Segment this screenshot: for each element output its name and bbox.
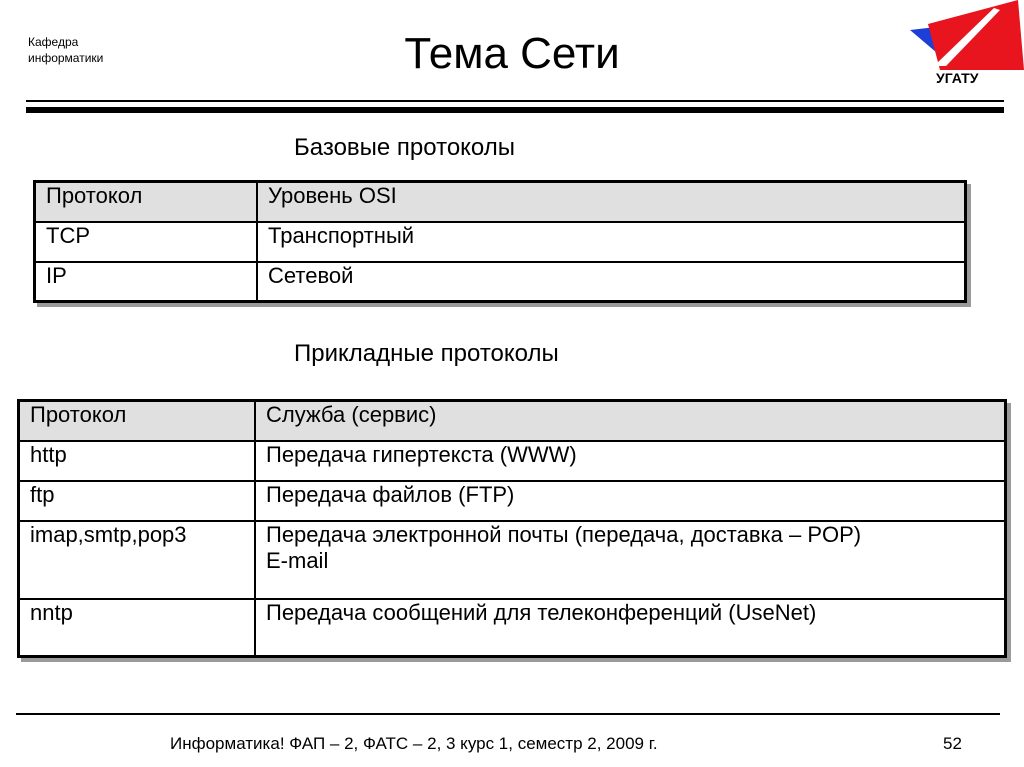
table-row: [19, 599, 1006, 657]
protocol-cell: http: [19, 441, 256, 481]
service-cell: [255, 521, 1006, 599]
protocol-cell: TCP: [35, 222, 258, 262]
basic-protocols-table: [33, 180, 967, 303]
protocol-cell: ftp: [19, 481, 256, 521]
logo-text: УГАТУ: [936, 70, 979, 86]
header-divider-thin: [26, 100, 1004, 102]
column-header: Уровень OSI: [257, 182, 966, 222]
applied-protocols-table: [17, 399, 1007, 658]
footer-text: Информатика! ФАП – 2, ФАТС – 2, 3 курс 1, семестр 2, 2009 г.: [170, 734, 658, 753]
table-row: [35, 262, 966, 302]
department-line-2: информатики: [28, 51, 104, 65]
section-title-basic: Базовые протоколы: [294, 134, 516, 161]
service-cell: Передача сообщений для телеконференций (UseNet): [255, 599, 1006, 657]
table-header-row: [19, 401, 1006, 441]
osi-level-cell: Транспортный: [257, 222, 966, 262]
department-line-1: Кафедра: [28, 35, 79, 49]
column-header: Протокол: [19, 401, 256, 441]
service-cell: Передача файлов (FTP): [255, 481, 1006, 521]
protocol-cell: nntp: [19, 599, 256, 657]
protocol-cell: IP: [35, 262, 258, 302]
header-divider-thick: [26, 107, 1004, 113]
protocol-cell: imap,smtp,pop3: [19, 521, 256, 599]
service-line-1: Передача электронной почты (передача, доставка – POP): [266, 521, 862, 547]
footer-divider: [16, 713, 1000, 715]
slide-title: Тема Сети: [404, 29, 620, 78]
table-header-row: [35, 182, 966, 222]
section-title-applied: Прикладные протоколы: [294, 340, 559, 367]
table-row: [35, 222, 966, 262]
service-line-2: E-mail: [266, 547, 329, 573]
column-header: Протокол: [35, 182, 258, 222]
service-cell: Передача гипертекста (WWW): [255, 441, 1006, 481]
osi-level-cell: Сетевой: [257, 262, 966, 302]
table-row: [19, 481, 1006, 521]
table-row: [19, 521, 1006, 599]
table-row: [19, 441, 1006, 481]
page-number: 52: [943, 734, 962, 753]
column-header: Служба (сервис): [255, 401, 1006, 441]
